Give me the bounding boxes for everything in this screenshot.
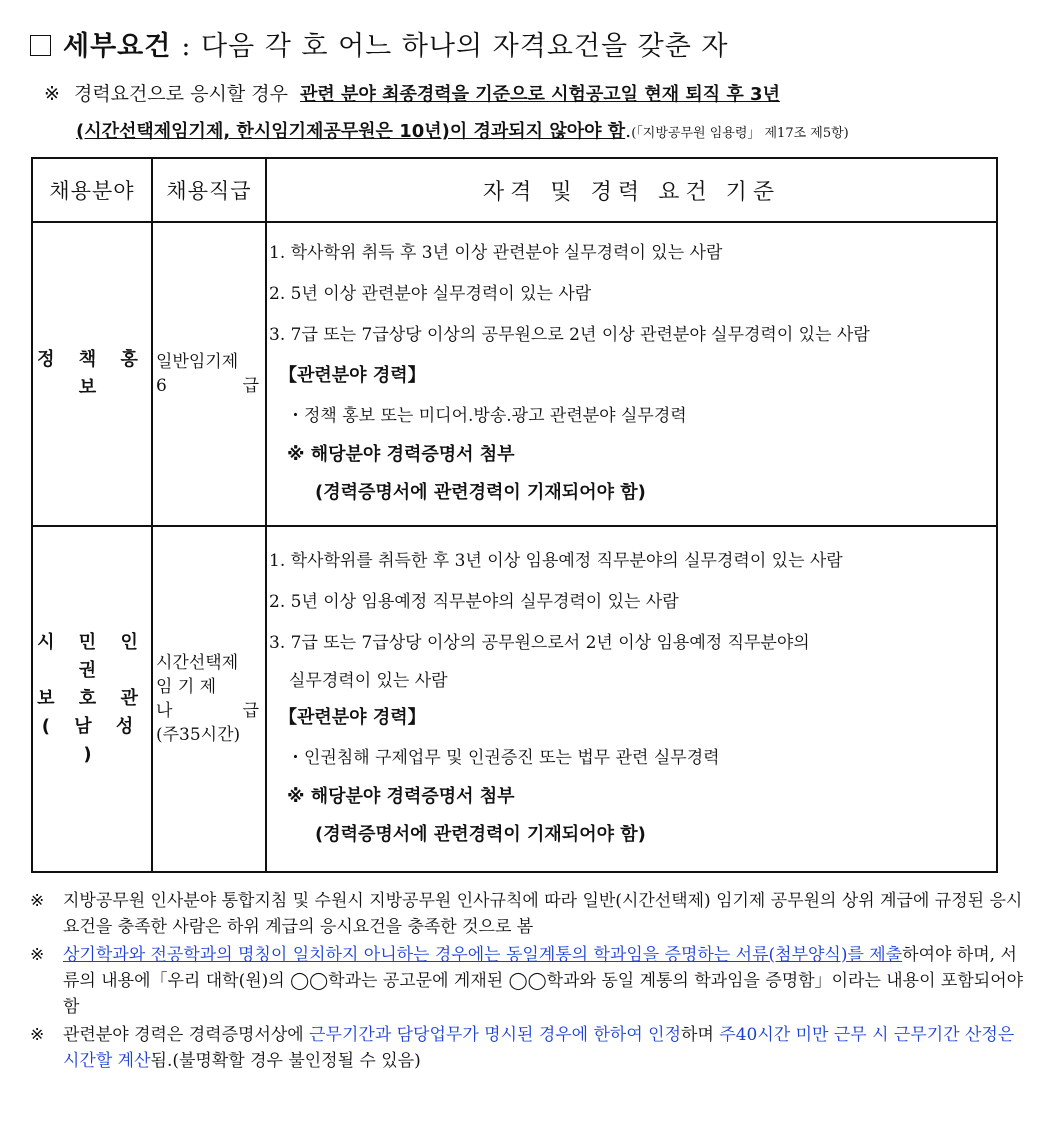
checkbox-square-icon	[30, 35, 51, 56]
requirement-item: 2. 5년 이상 관련분야 실무경력이 있는 사람	[269, 283, 592, 304]
career-item: ・인권침해 구제업무 및 인권증진 또는 법무 관련 실무경력	[287, 747, 720, 768]
career-item: ・정책 홍보 또는 미디어.방송.광고 관련분야 실무경력	[287, 405, 687, 426]
attachment-detail: (경력증명서에 관련경력이 기재되어야 함)	[315, 823, 646, 845]
footnote-text: 됨.(불명확할 경우 불인정될 수 있음)	[150, 1051, 421, 1071]
requirements-cell	[266, 222, 997, 526]
field-policy-pr: 정 책 홍 보	[32, 222, 152, 526]
footnote	[30, 942, 1025, 1020]
footnote-mark: ※	[30, 1025, 45, 1045]
field-line: 보 호 관	[37, 688, 147, 709]
footnote-highlight: 상기학과와 전공학과의 명칭이 일치하지 아니하는 경우에는 동일계통의 학과임을 증명하는 서류(첨부양식)를 제출	[63, 945, 903, 965]
rank-line: (주35시간)	[156, 725, 241, 745]
requirement-item: 3. 7급 또는 7급상당 이상의 공무원으로 2년 이상 관련분야 실무경력이 있는 사람	[269, 324, 870, 345]
footnote	[30, 888, 1025, 940]
field-line: ( 남 성 )	[41, 716, 143, 765]
note-underline-2: (시간선택제임기제, 한시임기제공무원은 10년)이 경과되지 않아야 함	[76, 121, 626, 142]
footnote-text: 지방공무원 인사분야 통합지침 및 수원시 지방공무원 인사규칙에 따라 일반(시간선택제) 임기제 공무원의 상위 계급에 규정된 응시요건을 충족한 사람은 하위 계급의 응시요건을 충족한 것으로 봄	[63, 891, 1023, 937]
note-suffix: .	[625, 120, 632, 142]
rank-line: 나 급	[156, 701, 259, 721]
footnote-highlight: 근무기간과 담당업무가 명시된 경우에 한하여 인정	[309, 1025, 682, 1045]
requirement-item: 1. 학사학위를 취득한 후 3년 이상 임용예정 직무분야의 실무경력이 있는 사람	[269, 550, 843, 571]
note-mark: ※	[44, 83, 60, 105]
requirements-cell	[266, 526, 997, 872]
footnote-text: 관련분야 경력은 경력증명서상에	[63, 1025, 310, 1045]
field-human-rights	[32, 526, 152, 872]
requirement-item: 1. 학사학위 취득 후 3년 이상 관련분야 실무경력이 있는 사람	[269, 242, 723, 263]
attachment-note: ※ 해당분야 경력증명서 첨부	[287, 443, 515, 465]
requirements-table	[31, 157, 998, 873]
footnote-mark: ※	[30, 945, 45, 965]
footnote-text: 하며	[681, 1025, 720, 1045]
header-rank: 채용직급	[152, 158, 266, 222]
footnotes	[30, 888, 1025, 1076]
footnote-highlight: 주40시간 미만 근무 시 근무기간 산정은 시간할 계산	[63, 1025, 1015, 1071]
requirement-item: 3. 7급 또는 7급상당 이상의 공무원으로서 2년 이상 임용예정 직무분야의	[269, 632, 810, 653]
attachment-detail: (경력증명서에 관련경력이 기재되어야 함)	[315, 481, 646, 503]
note-underline-1: 관련 분야 최종경력을 기준으로 시험공고일 현재 퇴직 후 3년	[300, 84, 780, 105]
rank-line: 일반임기제	[156, 352, 239, 372]
header-requirements: 자격 및 경력 요건 기준	[266, 158, 997, 222]
note-prefix: 경력요건으로 응시할 경우	[73, 83, 288, 105]
header-field: 채용분야	[32, 158, 152, 222]
footnote-text: 하여야 하며, 서류의 내용에「우리 대학(원)의 ◯◯학과는 공고문에 게재된 ◯◯학과와 동일 계통의 학과임을 증명함」이라는 내용이 포함되어야 함	[63, 945, 1024, 1017]
career-title: 【관련분야 경력】	[279, 364, 426, 386]
attachment-note: ※ 해당분야 경력증명서 첨부	[287, 785, 515, 807]
rank-cell	[152, 526, 266, 872]
rank-cell	[152, 222, 266, 526]
heading-text: : 다음 각 호 어느 하나의 자격요건을 갖춘 자	[181, 31, 729, 62]
rank-line: 6 급	[156, 376, 259, 396]
field-line: 시 민 인 권	[37, 632, 147, 681]
experience-note	[44, 76, 1034, 152]
rank-line: 임 기 제	[156, 677, 217, 697]
table-row	[32, 526, 997, 872]
footnote-mark: ※	[30, 891, 45, 911]
footnote	[30, 1022, 1025, 1074]
heading-bold: 세부요건	[63, 31, 172, 62]
note-reference: (「지방공무원 임용령」 제17조 제5항)	[631, 126, 849, 141]
career-title: 【관련분야 경력】	[279, 706, 426, 728]
table-header-row	[32, 158, 997, 222]
section-heading	[30, 24, 728, 63]
requirement-item-continued: 실무경력이 있는 사람	[289, 670, 448, 691]
rank-line: 시간선택제	[156, 653, 239, 673]
table-row	[32, 222, 997, 526]
requirement-item: 2. 5년 이상 임용예정 직무분야의 실무경력이 있는 사람	[269, 591, 679, 612]
